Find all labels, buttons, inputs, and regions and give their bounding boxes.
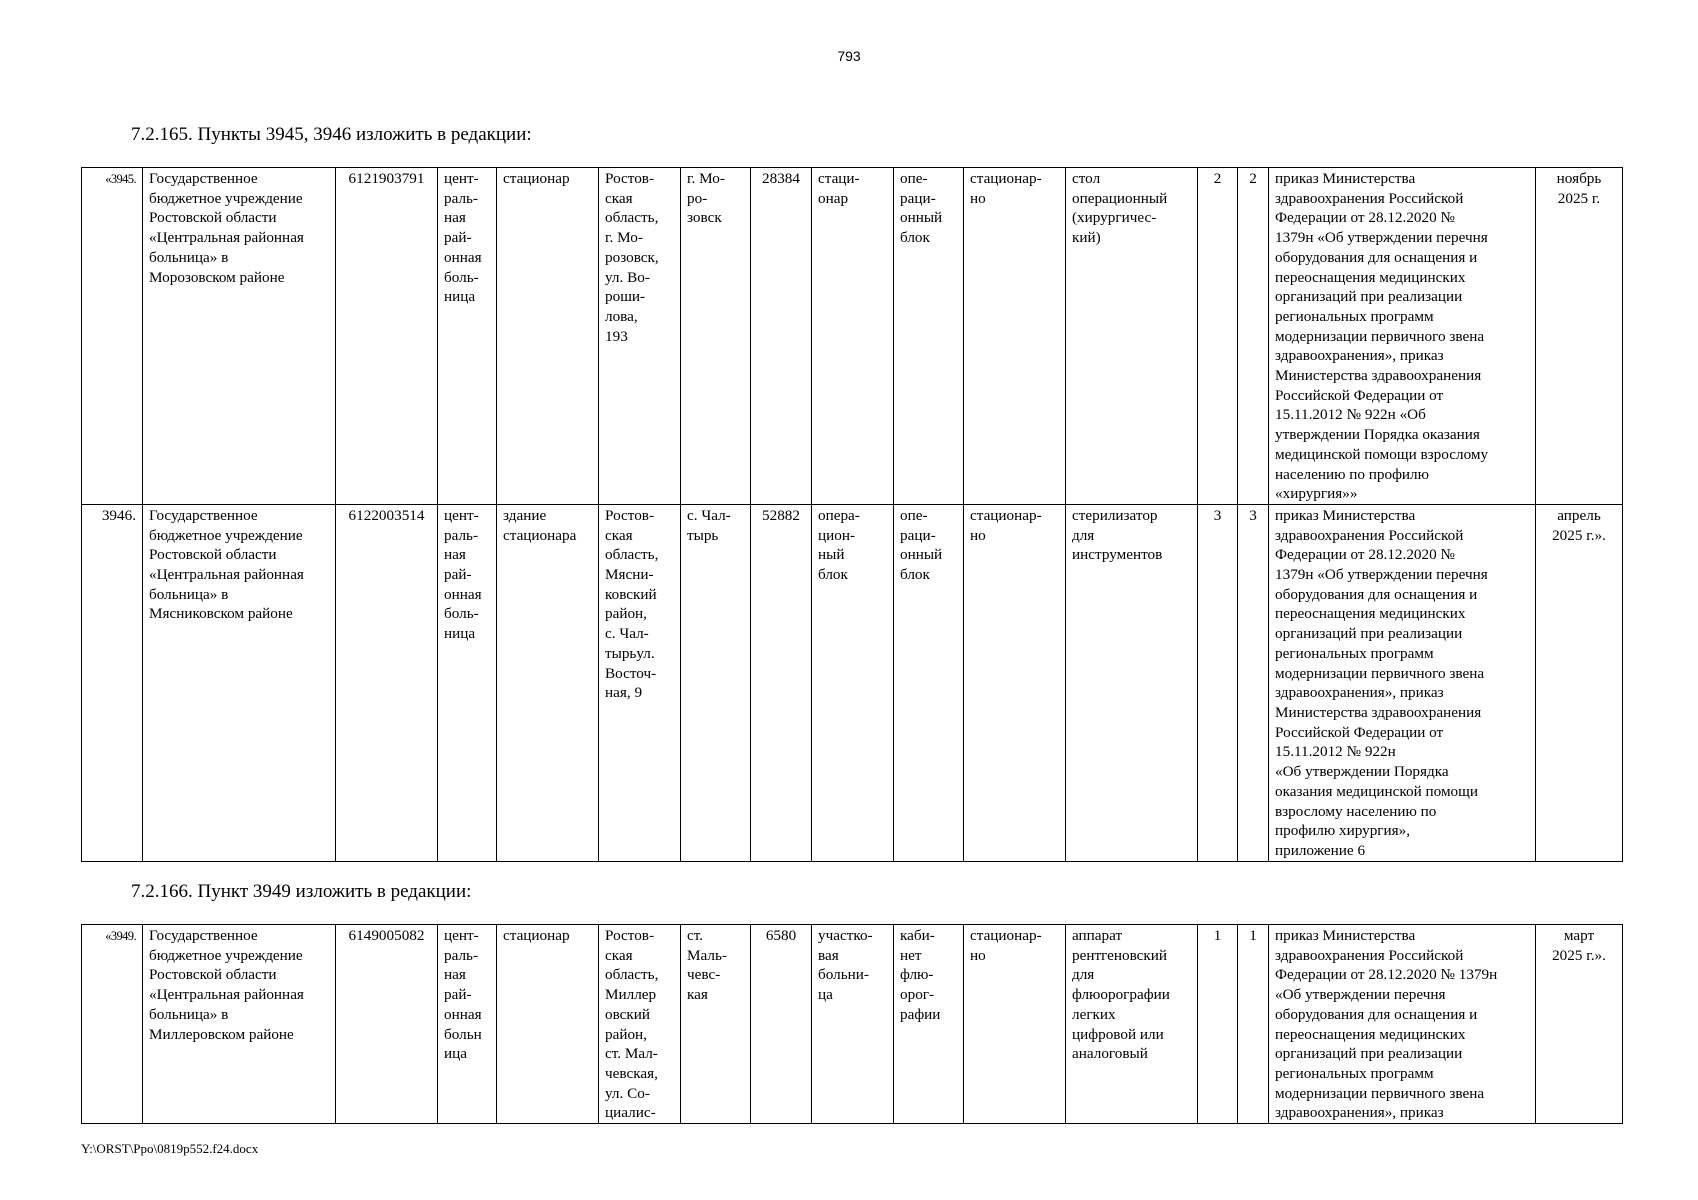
quantity-2: 1 xyxy=(1249,927,1257,944)
row-number: 3946. xyxy=(101,506,136,524)
locality: ст. Маль- чевс- кая xyxy=(687,927,727,1004)
amendment-table-7-2-166 xyxy=(81,924,1623,1124)
address: Ростов- ская область, г. Мо- розовск, ул. Во- роши- лова, 193 xyxy=(605,170,659,345)
quantity-1: 2 xyxy=(1213,170,1222,187)
address-cell xyxy=(599,925,681,1124)
term-cell xyxy=(1536,925,1623,1124)
locality-cell xyxy=(681,925,751,1124)
footer-file-path: Y:\ORST\Ppo\0819p552.f24.docx xyxy=(81,1141,259,1156)
row-number-cell xyxy=(82,168,143,505)
quantity-1-cell xyxy=(1198,168,1238,505)
population-cell xyxy=(751,504,812,861)
inn-value: 6149005082 xyxy=(348,927,425,944)
object-cell xyxy=(497,925,599,1124)
locality: с. Чал- тырь xyxy=(687,506,731,544)
table-row xyxy=(82,168,1623,505)
org-type-cell xyxy=(438,504,497,861)
address-cell xyxy=(599,504,681,861)
population: 28384 xyxy=(762,170,800,187)
care-form: стационар- но xyxy=(970,927,1042,964)
subunit: опе- раци- онный блок xyxy=(900,170,943,247)
unit: опера- цион- ный блок xyxy=(818,506,860,584)
row-number: 3945. xyxy=(110,172,136,186)
table-row xyxy=(82,925,1623,1124)
care-form: стационар- но xyxy=(970,506,1042,544)
unit-cell xyxy=(812,504,894,861)
row-open-quote: « xyxy=(105,929,111,943)
quantity-1: 1 xyxy=(1213,927,1222,944)
unit: участко- вая больни- ца xyxy=(818,927,873,1004)
section-heading-7-2-165: 7.2.165. Пункты 3945, 3946 изложить в редакции: xyxy=(131,124,532,145)
row-number-cell xyxy=(82,925,143,1124)
term: март 2025 г.». xyxy=(1552,927,1606,964)
organization-name: Государственное бюджетное учреждение Ростовской области «Центральная районная больница» в Миллеровском районе xyxy=(149,927,304,1043)
address: Ростов- ская область, Мясни- ковский район, с. Чал- тырьул. Восточ- ная, 9 xyxy=(605,506,659,702)
care-form-cell xyxy=(964,504,1066,861)
object-name: здание стационара xyxy=(503,506,577,544)
object-cell xyxy=(497,168,599,505)
inn-cell xyxy=(336,504,438,861)
term: ноябрь 2025 г. xyxy=(1556,170,1602,207)
locality-cell xyxy=(681,504,751,861)
object-name: стационар xyxy=(503,170,570,187)
unit-cell xyxy=(812,168,894,505)
quantity-1-cell xyxy=(1198,925,1238,1124)
address-cell xyxy=(599,168,681,505)
inn-value: 6122003514 xyxy=(348,506,425,524)
table-row xyxy=(82,504,1623,861)
organization-cell xyxy=(143,168,336,505)
subunit: опе- раци- онный блок xyxy=(900,506,943,584)
object-cell xyxy=(497,504,599,861)
population: 52882 xyxy=(762,506,800,524)
inn-value: 6121903791 xyxy=(348,170,425,187)
population: 6580 xyxy=(765,927,797,944)
term-cell xyxy=(1536,168,1623,505)
section-heading-7-2-166: 7.2.166. Пункт 3949 изложить в редакции: xyxy=(131,881,472,902)
basis-cell xyxy=(1269,504,1536,861)
subunit-cell xyxy=(894,504,964,861)
quantity-2-cell xyxy=(1238,168,1269,505)
equipment: стол операционный (хирургичес- кий) xyxy=(1072,170,1168,247)
quantity-1-cell xyxy=(1198,504,1238,861)
equipment-cell xyxy=(1066,504,1198,861)
legal-basis: приказ Министерства здравоохранения Российской Федерации от 28.12.2020 № 1379н «Об утверждении перечня оборудования для оснащения и переоснащения медицинских организаций при реализации региональных программ модернизации первичного звена здравоохранения», приказ Министерства здравоохранения Российской Федерации от 15.11.2012 № 922н «Об утверждении Порядка оказания медицинской помощи взрослому населению по профилю хирургия», приложение 6 xyxy=(1275,506,1488,859)
unit-cell xyxy=(812,925,894,1124)
inn-cell xyxy=(336,925,438,1124)
org-type: цент- раль- ная рай- онная боль- ница xyxy=(444,170,482,306)
basis-cell xyxy=(1269,925,1536,1124)
row-open-quote: « xyxy=(105,172,111,186)
locality-cell xyxy=(681,168,751,505)
care-form-cell xyxy=(964,925,1066,1124)
basis-cell xyxy=(1269,168,1536,505)
population-cell xyxy=(751,925,812,1124)
page-number: 793 xyxy=(837,48,861,64)
organization-name: Государственное бюджетное учреждение Ростовской области «Центральная районная больница» в Мясниковском районе xyxy=(149,506,304,623)
term-cell xyxy=(1536,504,1623,861)
org-type: цент- раль- ная рай- онная больн ица xyxy=(444,927,482,1063)
equipment: стерилизатор для инструментов xyxy=(1072,506,1163,564)
row-number-cell xyxy=(82,504,143,861)
org-type-cell xyxy=(438,925,497,1124)
row-number: 3949. xyxy=(110,929,136,943)
organization-cell xyxy=(143,925,336,1124)
subunit: каби- нет флю- орог- рафии xyxy=(900,927,941,1023)
object-name: стационар xyxy=(503,927,570,944)
care-form-cell xyxy=(964,168,1066,505)
quantity-2: 3 xyxy=(1249,506,1257,524)
term: апрель 2025 г.». xyxy=(1552,506,1606,544)
organization-name: Государственное бюджетное учреждение Ростовской области «Центральная районная больница» в Морозовском районе xyxy=(149,170,304,286)
inn-cell xyxy=(336,168,438,505)
quantity-1: 3 xyxy=(1213,506,1222,524)
organization-cell xyxy=(143,504,336,861)
locality: г. Мо- ро- зовск xyxy=(687,170,725,227)
quantity-2: 2 xyxy=(1249,170,1257,187)
org-type: цент- раль- ная рай- онная боль- ница xyxy=(444,506,482,643)
equipment-cell xyxy=(1066,925,1198,1124)
unit: стаци- онар xyxy=(818,170,860,207)
subunit-cell xyxy=(894,925,964,1124)
address: Ростов- ская область, Миллер овский район, ст. Мал- чевская, ул. Со- циалис- xyxy=(605,927,659,1122)
equipment-cell xyxy=(1066,168,1198,505)
subunit-cell xyxy=(894,168,964,505)
amendment-table-7-2-165 xyxy=(81,167,1623,862)
legal-basis: приказ Министерства здравоохранения Российской Федерации от 28.12.2020 № 1379н «Об утверждении перечня оборудования для оснащения и переоснащения медицинских организаций при реализации региональных программ модернизации первичного звена здравоохранения», приказ xyxy=(1275,927,1498,1122)
care-form: стационар- но xyxy=(970,170,1042,207)
org-type-cell xyxy=(438,168,497,505)
quantity-2-cell xyxy=(1238,504,1269,861)
legal-basis: приказ Министерства здравоохранения Российской Федерации от 28.12.2020 № 1379н «Об утверждении перечня оборудования для оснащения и переоснащения медицинских организаций при реализации региональных программ модернизации первичного звена здравоохранения», приказ Министерства здравоохранения Российской Федерации от 15.11.2012 № 922н «Об утверждении Порядка оказания медицинской помощи взрослому населению по профилю «хирургия»» xyxy=(1275,170,1489,503)
quantity-2-cell xyxy=(1238,925,1269,1124)
population-cell xyxy=(751,168,812,505)
equipment: аппарат рентгеновский для флюорографии легких цифровой или аналоговый xyxy=(1072,927,1170,1063)
